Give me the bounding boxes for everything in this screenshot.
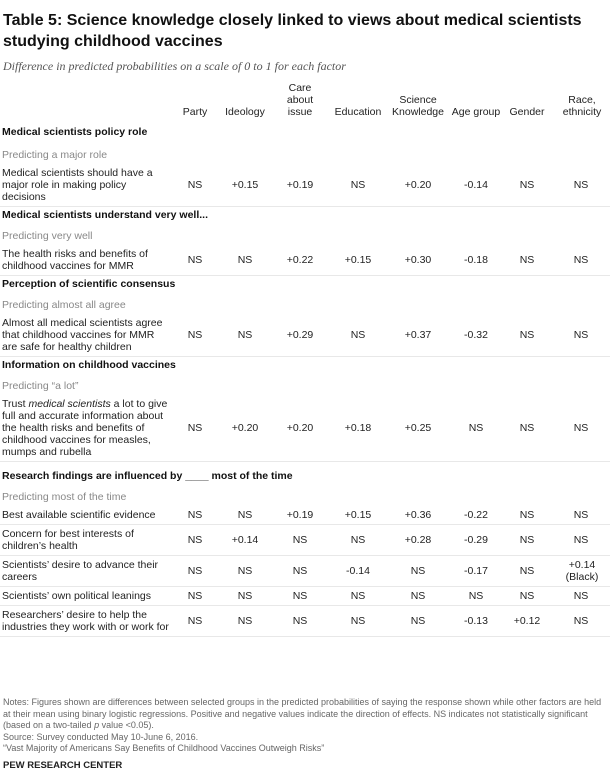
section-heading-row (0, 207, 610, 228)
cell-age-group: -0.29 (450, 525, 502, 556)
section-heading-spacer (270, 207, 610, 228)
cell-race-ethnicity: NS (552, 587, 610, 606)
cell-education: NS (330, 525, 386, 556)
column-header-science-knowledge: Science Knowledge (392, 94, 444, 118)
row-label: Concern for best interests of children’s health (0, 525, 170, 556)
cell-care-about-issue: NS (270, 525, 330, 556)
notes-text-end: value <0.05). (99, 720, 154, 730)
cell-gender: NS (502, 587, 552, 606)
cell-ideology: NS (220, 245, 270, 276)
section-heading: Medical scientists understand very well... (2, 209, 208, 221)
cell-gender: +0.12 (502, 606, 552, 637)
cell-science-knowledge: +0.37 (386, 314, 450, 357)
cell-party: NS (170, 395, 220, 462)
predicting-label: Predicting a major role (2, 149, 108, 161)
predicting-row (0, 488, 610, 506)
cell-party: NS (170, 606, 220, 637)
cell-education: +0.15 (330, 506, 386, 525)
notes-p-italic: p (94, 720, 100, 730)
column-header-age-group: Age group (451, 106, 501, 118)
cell-party: NS (170, 506, 220, 525)
cell-ideology: NS (220, 314, 270, 357)
header-row (0, 82, 610, 122)
cell-care-about-issue: +0.19 (270, 506, 330, 525)
section-heading: Information on childhood vaccines (2, 359, 176, 371)
row-label: Medical scientists should have a major role in making policy decisions (0, 164, 170, 207)
cell-ideology: NS (220, 506, 270, 525)
cell-education: +0.18 (330, 395, 386, 462)
table-row (0, 525, 610, 556)
column-header-ideology: Ideology (225, 106, 265, 118)
row-label: The health risks and benefits of childhood vaccines for MMR (0, 245, 170, 276)
cell-care-about-issue: NS (270, 587, 330, 606)
predicting-row (0, 377, 610, 395)
cell-race-ethnicity: NS (552, 164, 610, 207)
cell-race-ethnicity: +0.14 (Black) (552, 556, 610, 587)
predicting-label: Predicting most of the time (2, 491, 127, 503)
notes-text-start: Notes: Figures shown are differences between selected groups in the predicted probabilities of saying the response shown while other factors are held at their mean using binary logistic regressions. Positive and negative values indicate the direction of effects. NS indicates not statistically significant (based on a two-tailed (3, 697, 602, 730)
column-header-gender: Gender (509, 106, 545, 118)
cell-care-about-issue: NS (270, 556, 330, 587)
cell-education: NS (330, 314, 386, 357)
cell-party: NS (170, 525, 220, 556)
column-header-race-ethnicity: Race, ethnicity (562, 94, 602, 118)
cell-science-knowledge: +0.28 (386, 525, 450, 556)
row-label-emphasis: medical scientists (28, 398, 111, 410)
column-header-party: Party (182, 106, 208, 118)
cell-science-knowledge: +0.25 (386, 395, 450, 462)
row-label: Researchers’ desire to help the industries they work with or work for (0, 606, 170, 637)
section-heading-spacer (220, 276, 610, 297)
section-heading: Perception of scientific consensus (2, 278, 176, 290)
cell-ideology: +0.20 (220, 395, 270, 462)
section-heading-row (0, 122, 610, 146)
cell-race-ethnicity: NS (552, 245, 610, 276)
cell-age-group: NS (450, 395, 502, 462)
row-label: Best available scientific evidence (0, 506, 170, 525)
table-row (0, 314, 610, 357)
cell-party: NS (170, 245, 220, 276)
cell-science-knowledge: NS (386, 556, 450, 587)
predicting-row (0, 296, 610, 314)
cell-age-group: -0.17 (450, 556, 502, 587)
table-row (0, 245, 610, 276)
header-blank (0, 82, 170, 122)
predicting-row (0, 146, 610, 164)
cell-science-knowledge: NS (386, 606, 450, 637)
cell-care-about-issue: +0.19 (270, 164, 330, 207)
predicting-label: Predicting very well (2, 230, 93, 242)
table-subtitle: Difference in predicted probabilities on a scale of 0 to 1 for each factor (3, 59, 346, 73)
cell-ideology: NS (220, 606, 270, 637)
cell-ideology: NS (220, 587, 270, 606)
cell-education: +0.15 (330, 245, 386, 276)
section-heading-spacer (220, 357, 610, 378)
table-title: Table 5: Science knowledge closely linked to views about medical scientists studying childhood vaccines (3, 12, 582, 50)
cell-age-group: -0.13 (450, 606, 502, 637)
row-label (0, 395, 170, 462)
section-heading: Research findings are influenced by ____ most of the time (2, 470, 293, 482)
cell-science-knowledge: +0.36 (386, 506, 450, 525)
table-row (0, 164, 610, 207)
cell-care-about-issue: NS (270, 606, 330, 637)
row-label-prefix: Trust (2, 398, 29, 410)
cell-party: NS (170, 587, 220, 606)
cell-gender: NS (502, 245, 552, 276)
cell-age-group: -0.22 (450, 506, 502, 525)
predicting-label: Predicting almost all agree (2, 299, 126, 311)
column-header-education: Education (334, 106, 382, 118)
cell-gender: NS (502, 395, 552, 462)
cell-ideology: NS (220, 556, 270, 587)
row-label-rest: a lot to give full and accurate information about the health risks and benefits of childhood vaccines for measles, mumps and rubella (2, 398, 168, 458)
pew-research-center-logo: PEW RESEARCH CENTER (3, 759, 123, 771)
table-row (0, 587, 610, 606)
results-table (0, 82, 610, 637)
cell-science-knowledge: +0.30 (386, 245, 450, 276)
section-heading-row (0, 357, 610, 378)
row-label: Almost all medical scientists agree that childhood vaccines for MMR are safe for healthy children (0, 314, 170, 357)
cell-gender: NS (502, 556, 552, 587)
cell-education: NS (330, 587, 386, 606)
section-heading-row (0, 276, 610, 297)
table-row (0, 606, 610, 637)
section-heading-row (0, 462, 610, 489)
cell-care-about-issue: +0.29 (270, 314, 330, 357)
cell-gender: NS (502, 506, 552, 525)
cell-care-about-issue: +0.22 (270, 245, 330, 276)
cell-race-ethnicity: NS (552, 525, 610, 556)
cell-gender: NS (502, 164, 552, 207)
cell-gender: NS (502, 314, 552, 357)
cell-ideology: +0.15 (220, 164, 270, 207)
predicting-label: Predicting “a lot” (2, 380, 79, 392)
notes-text (3, 697, 608, 732)
column-header-care-about-issue: Care about issue (286, 82, 314, 118)
footnotes (3, 697, 608, 771)
cell-gender: NS (502, 525, 552, 556)
cell-ideology: +0.14 (220, 525, 270, 556)
cell-race-ethnicity: NS (552, 506, 610, 525)
predicting-row (0, 227, 610, 245)
cell-care-about-issue: +0.20 (270, 395, 330, 462)
cell-party: NS (170, 556, 220, 587)
cell-race-ethnicity: NS (552, 395, 610, 462)
section-heading: Medical scientists policy role (2, 126, 148, 138)
cell-education: -0.14 (330, 556, 386, 587)
report-title: “Vast Majority of Americans Say Benefits of Childhood Vaccines Outweigh Risks” (3, 743, 325, 753)
cell-education: NS (330, 164, 386, 207)
table-row (0, 506, 610, 525)
cell-age-group: -0.18 (450, 245, 502, 276)
cell-age-group: -0.32 (450, 314, 502, 357)
cell-science-knowledge: NS (386, 587, 450, 606)
cell-party: NS (170, 164, 220, 207)
cell-age-group: -0.14 (450, 164, 502, 207)
source-text: Source: Survey conducted May 10-June 6, 2016. (3, 731, 199, 742)
cell-party: NS (170, 314, 220, 357)
table-row (0, 395, 610, 462)
row-label: Scientists’ desire to advance their careers (0, 556, 170, 587)
cell-age-group: NS (450, 587, 502, 606)
cell-education: NS (330, 606, 386, 637)
cell-race-ethnicity: NS (552, 314, 610, 357)
cell-race-ethnicity: NS (552, 606, 610, 637)
table-row (0, 556, 610, 587)
cell-science-knowledge: +0.20 (386, 164, 450, 207)
row-label: Scientists’ own political leanings (0, 587, 170, 606)
